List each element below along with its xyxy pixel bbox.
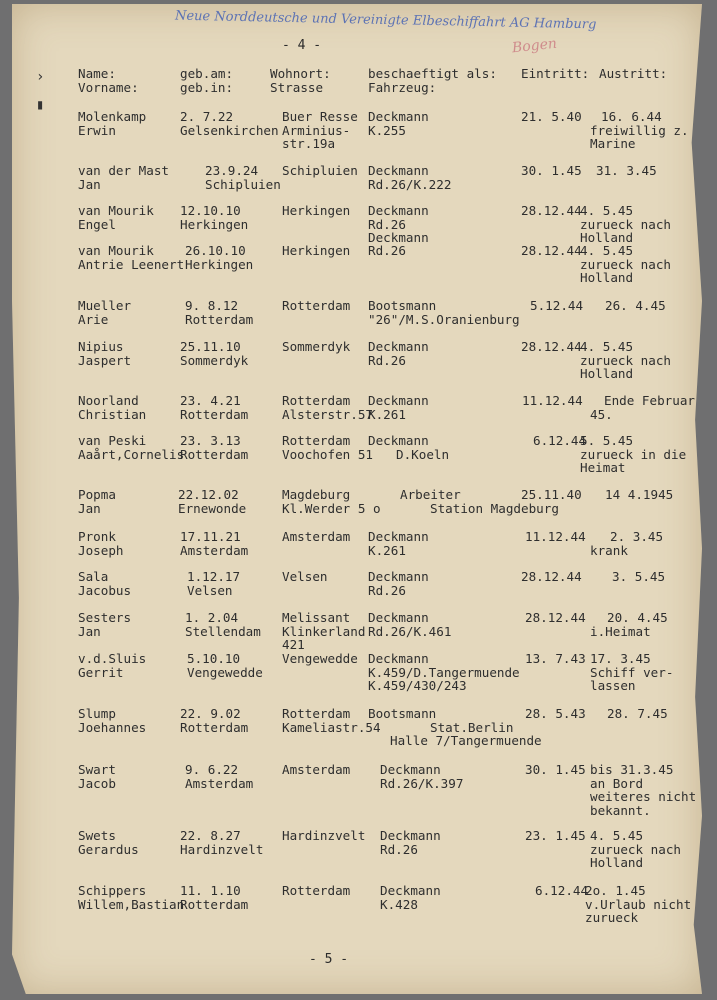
exit-info-line: 4. 5.45 xyxy=(590,828,644,843)
entry-date-line: 11.12.44 xyxy=(522,393,583,408)
header-name: Name: xyxy=(78,66,116,81)
exit-info-line: Ende Februar xyxy=(604,393,695,408)
residence-line: Rotterdam xyxy=(282,706,351,721)
employee-name-line: Molenkamp xyxy=(78,109,147,124)
header-geb-am: geb.am: xyxy=(180,66,234,81)
birth-info-line: 1. 2.04 xyxy=(185,610,239,625)
occupation-line: Rd.26/K.397 xyxy=(380,775,464,791)
birth-info-line: 17.11.21 xyxy=(180,529,241,544)
birth-info-line: 1.12.17 xyxy=(187,569,241,584)
exit-info-line: zurueck nach xyxy=(580,216,671,232)
employee-name-line: Engel xyxy=(78,216,116,232)
exit-info-line: bekannt. xyxy=(590,802,651,818)
occupation-line: Rd.26 xyxy=(368,243,406,259)
occupation-line: Deckmann xyxy=(368,393,429,408)
occupation-line: "26"/M.S.Oranienburg xyxy=(368,311,520,327)
header-wohnort: Wohnort: xyxy=(270,66,331,81)
birth-info-line: Vengewedde xyxy=(187,664,263,680)
entry-date-line: 28. 5.43 xyxy=(525,706,586,721)
birth-info-line: Sommerdyk xyxy=(180,352,249,368)
entry-date-line: 30. 1.45 xyxy=(521,163,582,178)
occupation-line: Rd.26 xyxy=(368,352,406,368)
occupation-line: Rd.26/K.461 xyxy=(368,623,452,639)
occupation-line: Rd.26 xyxy=(368,216,406,232)
occupation-line: Deckmann xyxy=(368,109,429,124)
employee-name-line: Jan xyxy=(78,623,101,639)
birth-info-line: 22. 9.02 xyxy=(180,706,241,721)
birth-info-line: Amsterdam xyxy=(185,775,254,791)
exit-info-line: zurueck in die xyxy=(580,446,687,462)
birth-info-line: 11. 1.10 xyxy=(180,883,241,898)
entry-date-line: 28.12.44 xyxy=(521,243,582,258)
residence-line: Rotterdam xyxy=(282,393,351,408)
residence-line: Melissant xyxy=(282,610,351,625)
residence-line: Rotterdam xyxy=(282,298,351,313)
exit-info-line: 2. 3.45 xyxy=(610,529,664,544)
occupation-line: Arbeiter xyxy=(400,487,461,502)
employee-name-line: Jaspert xyxy=(78,352,132,368)
employee-name-line: Antrie Leenert xyxy=(78,256,185,272)
employee-name-line: Willem,Bastian xyxy=(78,896,185,912)
residence-line: Schipluien xyxy=(282,163,358,178)
employee-name-line: Sesters xyxy=(78,610,132,625)
occupation-line: Deckmann xyxy=(368,203,429,218)
entry-date-line: 11.12.44 xyxy=(525,529,586,544)
exit-info-line: 28. 7.45 xyxy=(607,706,668,721)
exit-info-line: 2o. 1.45 xyxy=(585,883,646,898)
exit-info-line: 31. 3.45 xyxy=(596,163,657,178)
occupation-line: K.261 xyxy=(368,542,406,558)
birth-info-line: 23.9.24 xyxy=(205,163,259,178)
employee-name-line: Jacobus xyxy=(78,582,132,598)
exit-info-line: freiwillig z. xyxy=(590,122,689,138)
exit-info-line: 17. 3.45 xyxy=(590,651,651,666)
entry-date-line: 13. 7.43 xyxy=(525,651,586,666)
birth-info-line: 23. 4.21 xyxy=(180,393,241,408)
page-number-bottom: - 5 - xyxy=(309,952,349,967)
residence-line: Rotterdam xyxy=(282,433,351,448)
birth-info-line: 9. 8.12 xyxy=(185,298,239,313)
exit-info-line: Holland xyxy=(590,855,644,871)
employee-name-line: Gerrit xyxy=(78,664,124,680)
occupation-line: Deckmann xyxy=(368,651,429,666)
entry-date-line: 28.12.44 xyxy=(521,339,582,354)
occupation-line: Deckmann xyxy=(368,569,429,584)
birth-info-line: 5.10.10 xyxy=(187,651,241,666)
entry-date-line: 30. 1.45 xyxy=(525,762,586,777)
employee-name-line: Joehannes xyxy=(78,719,147,735)
employee-name-line: Swets xyxy=(78,828,116,843)
birth-info-line: 23. 3.13 xyxy=(180,433,241,448)
occupation-line: D.Koeln xyxy=(396,446,450,462)
residence-line: Vengewedde xyxy=(282,651,358,666)
occupation-line: Deckmann xyxy=(380,762,441,777)
birth-info-line: Amsterdam xyxy=(180,542,249,558)
employee-name-line: van Mourik xyxy=(78,243,154,258)
residence-line: Amsterdam xyxy=(282,529,351,544)
employee-name-line: van der Mast xyxy=(78,163,169,178)
residence-line: Kameliastr.54 xyxy=(282,719,381,735)
employee-name-line: van Mourik xyxy=(78,203,154,218)
employee-name-line: Christian xyxy=(78,406,147,422)
exit-info-line: 14 4.1945 xyxy=(605,487,674,502)
occupation-line: Deckmann xyxy=(368,529,429,544)
exit-info-line: 16. 6.44 xyxy=(601,109,662,124)
residence-line: Klinkerland xyxy=(282,623,366,639)
exit-info-line: Holland xyxy=(580,366,634,382)
exit-info-line: 5. 5.45 xyxy=(580,433,634,448)
occupation-line: Bootsmann xyxy=(368,706,437,721)
exit-info-line: v.Urlaub nicht xyxy=(585,896,692,912)
header-strasse: Strasse xyxy=(270,80,324,95)
occupation-line: Bootsmann xyxy=(368,298,437,313)
residence-line: Arminius- xyxy=(282,122,351,138)
birth-info-line: 22.12.02 xyxy=(178,487,239,502)
employee-name-line: Nipius xyxy=(78,339,124,354)
exit-info-line: zurueck nach xyxy=(580,352,671,368)
exit-info-line: 26. 4.45 xyxy=(605,298,666,313)
entry-date-line: 28.12.44 xyxy=(525,610,586,625)
birth-info-line: 26.10.10 xyxy=(185,243,246,258)
occupation-line: Deckmann xyxy=(368,610,429,625)
exit-info-line: weiteres nicht xyxy=(590,789,697,805)
entry-date-line: 21. 5.40 xyxy=(521,109,582,124)
exit-info-line: an Bord xyxy=(590,775,644,791)
residence-line: Buer Resse xyxy=(282,109,358,124)
employee-name-line: v.d.Sluis xyxy=(78,651,147,666)
exit-info-line: Marine xyxy=(590,136,636,152)
handwritten-header: Neue Norddeutsche und Vereinigte Elbeschiffahrt AG Hamburg xyxy=(174,8,597,33)
entry-date-line: 6.12.44 xyxy=(535,883,589,898)
employee-name-line: Swart xyxy=(78,762,116,777)
stamp-mark: Bogen xyxy=(511,35,558,57)
entry-date-line: 5.12.44 xyxy=(530,298,584,313)
birth-info-line: Stellendam xyxy=(185,623,261,639)
employee-name-line: van Peski xyxy=(78,433,147,448)
employee-name-line: Mueller xyxy=(78,298,132,313)
birth-info-line: Rotterdam xyxy=(180,446,249,462)
birth-info-line: Schipluien xyxy=(205,176,281,192)
residence-line: 421 xyxy=(282,637,305,653)
occupation-line: Halle 7/Tangermuende xyxy=(390,733,542,749)
employee-name-line: Slump xyxy=(78,706,116,721)
birth-info-line: 9. 6.22 xyxy=(185,762,239,777)
residence-line: str.19a xyxy=(282,136,336,152)
entry-date-line: 23. 1.45 xyxy=(525,828,586,843)
occupation-line: Station Magdeburg xyxy=(430,500,559,516)
residence-line: Kl.Werder 5 o xyxy=(282,500,381,516)
occupation-line: Rd.26 xyxy=(368,582,406,598)
entry-date-line: 28.12.44 xyxy=(521,569,582,584)
birth-info-line: Rotterdam xyxy=(180,406,249,422)
occupation-line: Deckmann xyxy=(380,883,441,898)
employee-name-line: Erwin xyxy=(78,122,116,138)
exit-info-line: zurueck xyxy=(585,910,639,926)
birth-info-line: 25.11.10 xyxy=(180,339,241,354)
occupation-line: K.428 xyxy=(380,896,418,912)
employee-name-line: Arie xyxy=(78,311,109,327)
employee-name-line: Jan xyxy=(78,500,101,516)
punch-marks: › ▮ xyxy=(36,69,45,113)
occupation-line: K.255 xyxy=(368,122,406,138)
residence-line: Velsen xyxy=(282,569,328,584)
employee-name-line: Jacob xyxy=(78,775,116,791)
occupation-line: Deckmann xyxy=(368,229,429,245)
birth-info-line: Rotterdam xyxy=(180,719,249,735)
exit-info-line: lassen xyxy=(590,678,636,694)
birth-info-line: 12.10.10 xyxy=(180,203,241,218)
residence-line: Herkingen xyxy=(282,203,351,218)
residence-line: Hardinzvelt xyxy=(282,828,366,843)
employee-name-line: Gerardus xyxy=(78,841,139,857)
birth-info-line: Rotterdam xyxy=(185,311,254,327)
residence-line: Rotterdam xyxy=(282,883,351,898)
exit-info-line: 4. 5.45 xyxy=(580,339,634,354)
birth-info-line: Hardinzvelt xyxy=(180,841,264,857)
header-eintritt: Eintritt: xyxy=(521,66,590,81)
birth-info-line: Rotterdam xyxy=(180,896,249,912)
entry-date-line: 25.11.40 xyxy=(521,487,582,502)
residence-line: Amsterdam xyxy=(282,762,351,777)
birth-info-line: Gelsenkirchen xyxy=(180,122,279,138)
employee-name-line: Sala xyxy=(78,569,109,584)
entry-date-line: 28.12.44 xyxy=(521,203,582,218)
occupation-line: Rd.26/K.222 xyxy=(368,176,452,192)
employee-name-line: Aaårt,Cornelis xyxy=(78,446,185,462)
birth-info-line: 2. 7.22 xyxy=(180,109,234,124)
exit-info-line: 4. 5.45 xyxy=(580,243,634,258)
employee-name-line: Joseph xyxy=(78,542,124,558)
exit-info-line: zurueck nach xyxy=(590,841,681,857)
exit-info-line: zurueck nach xyxy=(580,256,671,272)
birth-info-line: Herkingen xyxy=(180,216,249,232)
exit-info-line: 3. 5.45 xyxy=(612,569,666,584)
occupation-line: Deckmann xyxy=(368,163,429,178)
residence-line: Alsterstr.57 xyxy=(282,406,373,422)
occupation-line: K.459/430/243 xyxy=(368,678,467,694)
page-number-top: - 4 - xyxy=(282,38,322,53)
exit-info-line: Heimat xyxy=(580,460,626,476)
residence-line: Sommerdyk xyxy=(282,339,351,354)
header-geb-in: geb.in: xyxy=(180,80,234,95)
header-beschaeftigt: beschaeftigt als: xyxy=(368,66,497,81)
residence-line: Magdeburg xyxy=(282,487,351,502)
header-fahrzeug: Fahrzeug: xyxy=(368,80,437,95)
residence-line: Herkingen xyxy=(282,243,351,258)
employee-name-line: Schippers xyxy=(78,883,147,898)
employee-name-line: Pronk xyxy=(78,529,116,544)
exit-info-line: Holland xyxy=(580,230,634,246)
exit-info-line: Schiff ver- xyxy=(590,664,674,680)
exit-info-line: i.Heimat xyxy=(590,623,651,639)
employee-name-line: Jan xyxy=(78,176,101,192)
birth-info-line: 22. 8.27 xyxy=(180,828,241,843)
occupation-line: Rd.26 xyxy=(380,841,418,857)
birth-info-line: Velsen xyxy=(187,582,233,598)
employee-name-line: Popma xyxy=(78,487,116,502)
occupation-line: K.459/D.Tangermuende xyxy=(368,664,520,680)
exit-info-line: 45. xyxy=(590,406,613,422)
residence-line: Voochofen 51 xyxy=(282,446,373,462)
birth-info-line: Ernewonde xyxy=(178,500,247,516)
exit-info-line: 4. 5.45 xyxy=(580,203,634,218)
occupation-line: Deckmann xyxy=(368,433,429,448)
header-austritt: Austritt: xyxy=(599,66,668,81)
occupation-line: K.261 xyxy=(368,406,406,422)
entry-date-line: 6.12.44 xyxy=(533,433,587,448)
occupation-line: Deckmann xyxy=(368,339,429,354)
header-vorname: Vorname: xyxy=(78,80,139,95)
exit-info-line: 20. 4.45 xyxy=(607,610,668,625)
exit-info-line: bis 31.3.45 xyxy=(590,762,674,777)
exit-info-line: krank xyxy=(590,542,628,558)
occupation-line: Deckmann xyxy=(380,828,441,843)
exit-info-line: Holland xyxy=(580,270,634,286)
employee-name-line: Noorland xyxy=(78,393,139,408)
occupation-line: Stat.Berlin xyxy=(430,719,514,735)
birth-info-line: Herkingen xyxy=(185,256,254,272)
